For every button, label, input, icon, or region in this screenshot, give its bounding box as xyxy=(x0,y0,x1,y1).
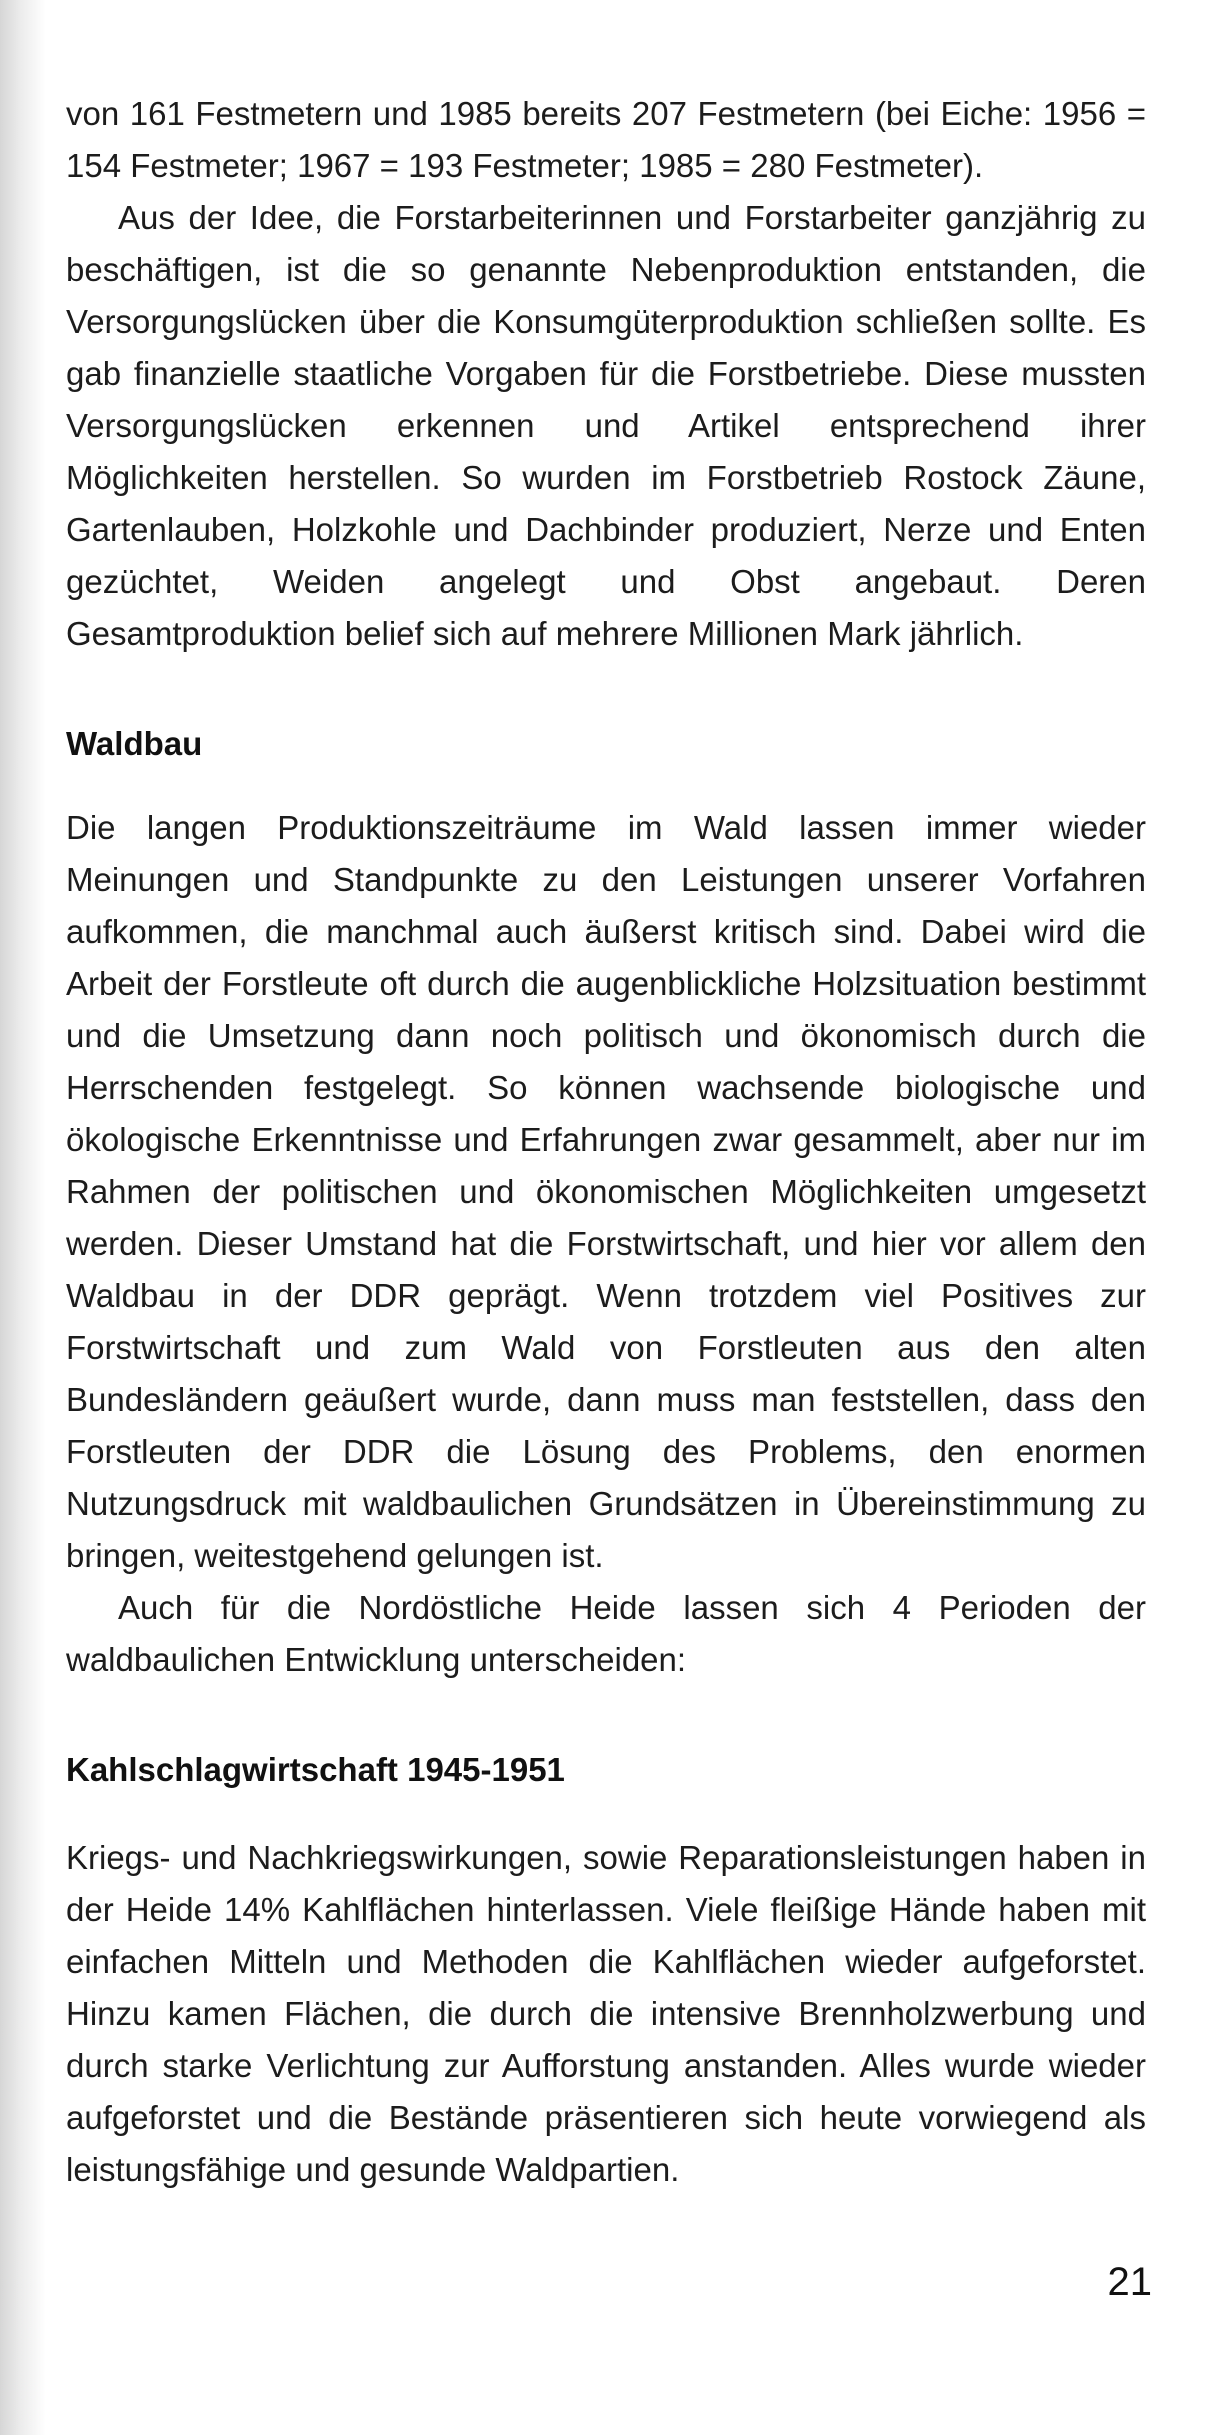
book-page xyxy=(66,88,1146,2196)
intro-section xyxy=(66,88,1146,660)
kahlschlag-section xyxy=(66,1832,1146,2196)
waldbau-paragraph-1: Die langen Produktionszeiträume im Wald lassen immer wieder Meinungen und Standpunkte zu den Leistungen unserer Vorfahren aufkommen, die manchmal auch äußerst kritisch sind. Dabei wird die Arbeit der Forstleute oft durch die augenblickliche Holzsituation bestimmt und die Umsetzung dann noch politisch und ökonomisch durch die Herrschenden festgelegt. So können wachsende biologische und ökologische Erkenntnisse und Erfahrungen zwar gesammelt, aber nur im Rahmen der politischen und ökonomischen Möglichkeiten umgesetzt werden. Dieser Umstand hat die Forstwirtschaft, und hier vor allem den Waldbau in der DDR geprägt. Wenn trotzdem viel Positives zur Forstwirtschaft und zum Wald von Forstleuten aus den alten Bundesländern geäußert wurde, dann muss man feststellen, dass den Forstleuten der DDR die Lösung des Problems, den enormen Nutzungsdruck mit waldbaulichen Grundsätzen in Übereinstimmung zu bringen, weitestgehend gelungen ist. xyxy=(66,809,1146,1574)
intro-paragraph-2: Aus der Idee, die Forstarbeiterinnen und Forstarbeiter ganzjährig zu beschäftigen, ist die so genannte Nebenproduktion entstanden, die Versorgungslücken über die Konsumgüterproduktion schließen sollte. Es gab finanzielle staatliche Vorgaben für die Forstbetriebe. Diese mussten Versorgungslücken erkennen und Artikel entsprechend ihrer Möglichkeiten herstellen. So wurden im Forstbetrieb Rostock Zäune, Gartenlauben, Holzkohle und Dachbinder produziert, Nerze und Enten gezüchtet, Weiden angelegt und Obst angebaut. Deren Gesamtproduktion belief sich auf mehrere Millionen Mark jährlich. xyxy=(66,199,1146,652)
page-number: 21 xyxy=(1107,2260,1152,2304)
book-spine-shadow xyxy=(0,0,46,2435)
waldbau-section xyxy=(66,802,1146,1686)
section-heading-waldbau: Waldbau xyxy=(66,725,203,762)
section-heading-kahlschlagwirtschaft: Kahlschlagwirtschaft 1945-1951 xyxy=(66,1751,565,1788)
kahlschlag-paragraph-1: Kriegs- und Nachkriegswirkungen, sowie Reparationsleistungen haben in der Heide 14% Kahlflächen hinterlassen. Viele fleißige Hände haben mit einfachen Mitteln und Methoden die Kahlflächen wieder aufgeforstet. Hinzu kamen Flächen, die durch die intensive Brennholzwerbung und durch starke Verlichtung zur Aufforstung anstanden. Alles wurde wieder aufgeforstet und die Bestände präsentieren sich heute vorwiegend als leistungsfähige und gesunde Waldpartien. xyxy=(66,1839,1146,2188)
waldbau-paragraph-2: Auch für die Nordöstliche Heide lassen sich 4 Perioden der waldbaulichen Entwicklung unterscheiden: xyxy=(66,1589,1146,1678)
intro-paragraph-1: von 161 Festmetern und 1985 bereits 207 Festmetern (bei Eiche: 1956 = 154 Festmeter; 1967 = 193 Festmeter; 1985 = 280 Festmeter). xyxy=(66,95,1146,184)
